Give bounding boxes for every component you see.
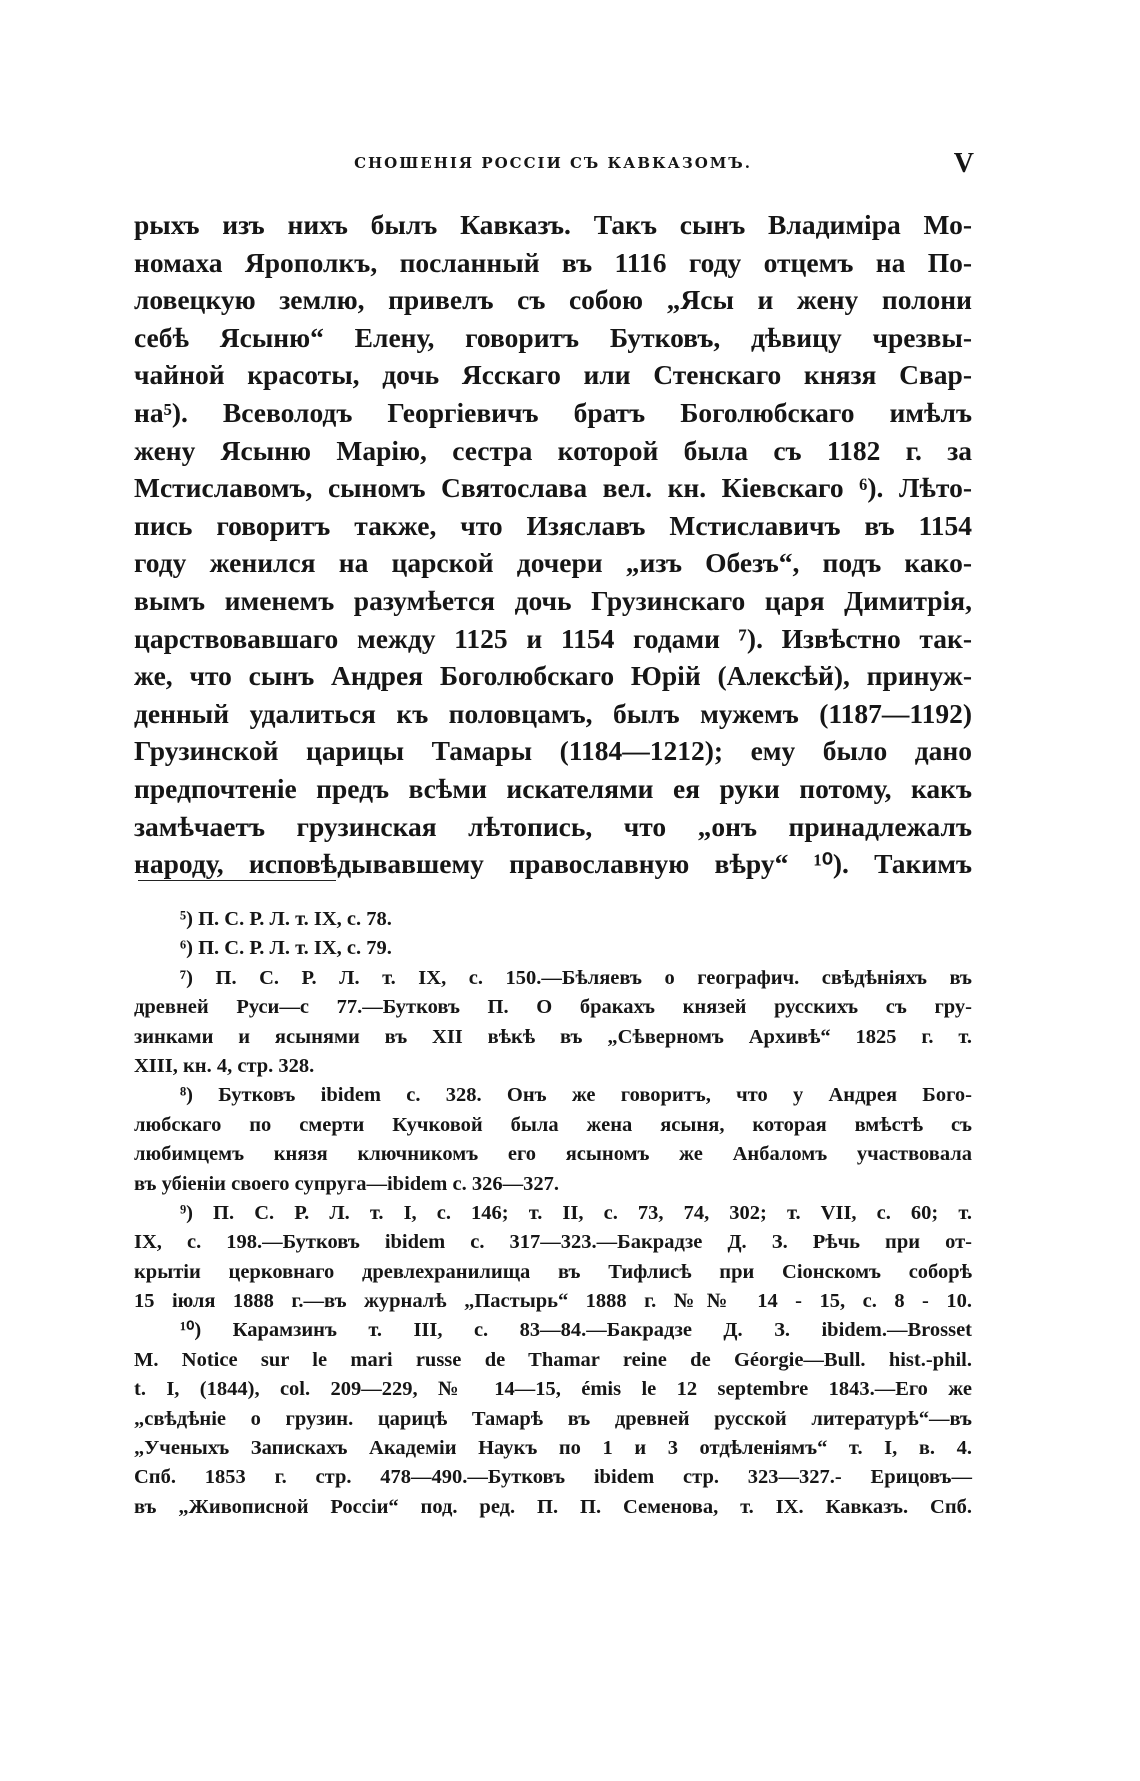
text-line: на⁵). Всеволодъ Георгіевичъ братъ Боголюбскаго имѣлъ — [134, 396, 972, 428]
text-line: Грузинской царицы Тамары (1184—1212); ему было дано — [134, 735, 972, 767]
footnote-line: 15 іюля 1888 г.—въ журналѣ „Пастырь“ 1888 г. №№ 14 - 15, с. 8 - 10. — [134, 1290, 972, 1313]
footnote-line: въ „Живописной Россіи“ под. ред. П. П. Семенова, т. IX. Кавказъ. Спб. — [134, 1495, 972, 1518]
text-line: чайной красоты, дочь Ясскаго или Стенскаго князя Свар- — [134, 359, 972, 391]
footnote-line: любимцемъ князя ключникомъ его ясыномъ же Анбаломъ участвовала — [134, 1143, 972, 1166]
footnote-line: IX, с. 198.—Бутковъ ibidem с. 317—323.—Бакрадзе Д. З. Рѣчь при от- — [134, 1231, 972, 1254]
text-line: Мстиславомъ, сыномъ Святослава вел. кн. Кіевскаго ⁶). Лѣто- — [134, 472, 972, 504]
footnote-line: „Ученыхъ Запискахъ Академіи Наукъ по 1 и 3 отдѣленіямъ“ т. I, в. 4. — [134, 1437, 972, 1460]
text-line: же, что сынъ Андрея Боголюбскаго Юрій (Алексѣй), принуж- — [134, 660, 972, 692]
text-line: жену Ясыню Марію, сестра которой была съ 1182 г. за — [134, 434, 972, 466]
footnote-line: любскаго по смерти Кучковой была жена ясыня, которая вмѣстѣ съ — [134, 1113, 972, 1136]
footnote-line: ⁵) П. С. Р. Л. т. IX, с. 78. — [180, 908, 392, 930]
footnotes — [134, 905, 972, 1522]
footnote-line: t. I, (1844), col. 209—229, № 14—15, émis le 12 septembre 1843.—Его же — [134, 1378, 972, 1401]
text-line: рыхъ изъ нихъ былъ Кавказъ. Такъ сынъ Владиміра Мо- — [134, 209, 972, 240]
text-line: царствовавшаго между 1125 и 1154 годами ⁷). Извѣстно так- — [134, 622, 972, 654]
text-line: замѣчаетъ грузинская лѣтопись, что „онъ принадлежалъ — [134, 810, 972, 842]
footnote-line: въ убіеніи своего супруга—ibidem с. 326—327. — [134, 1172, 559, 1195]
text-line: ловецкую землю, привелъ съ собою „Ясы и жену полони — [134, 284, 972, 316]
text-line: народу, исповѣдывавшему православную вѣру“ ¹⁰). Такимъ — [134, 848, 972, 880]
text-line: году женился на царской дочери „изъ Обезъ“, подъ како- — [134, 547, 972, 579]
footnote-line: древней Руси—с 77.—Бутковъ П. О бракахъ князей русскихъ съ гру- — [134, 996, 972, 1019]
main-text — [134, 206, 972, 883]
text-line: пись говоритъ также, что Изяславъ Мстиславичъ въ 1154 — [134, 509, 972, 541]
text-line: номаха Ярополкъ, посланный въ 1116 году отцемъ на По- — [134, 246, 972, 278]
text-line: предпочтеніе предъ всѣми искателями ея руки потому, какъ — [134, 772, 972, 804]
text-line: себѣ Ясыню“ Елену, говоритъ Бутковъ, дѣвицу чрезвы- — [134, 321, 972, 353]
text-line: денный удалиться къ половцамъ, былъ мужемъ (1187—1192) — [134, 697, 972, 729]
footnote-line: крытіи церковнаго древлехранилища въ Тифлисѣ при Сіонскомъ соборѣ — [134, 1260, 972, 1283]
text-line: вымъ именемъ разумѣется дочь Грузинскаго царя Димитрія, — [134, 584, 972, 616]
footnote-line: ⁸) Бутковъ ibidem с. 328. Онъ же говоритъ, что у Андрея Бого- — [180, 1084, 972, 1107]
footnote-line: ⁹) П. С. Р. Л. т. I, с. 146; т. II, с. 73, 74, 302; т. VII, с. 60; т. — [180, 1201, 972, 1224]
page-header — [130, 150, 976, 184]
footnote-line: Спб. 1853 г. стр. 478—490.—Бутковъ ibidem стр. 323—327.- Ерицовъ— — [134, 1466, 972, 1489]
footnote-line: „свѣдѣніе о грузин. царицѣ Тамарѣ въ древней русской литературѣ“—въ — [134, 1407, 972, 1430]
footnote-line: ¹⁰) Карамзинъ т. III, с. 83—84.—Бакрадзе Д. З. ibidem.—Brosset — [180, 1319, 972, 1342]
footnote-line: ⁷) П. С. Р. Л. т. IX, с. 150.—Бѣляевъ о географич. свѣдѣніяхъ въ — [180, 966, 972, 989]
footnote-separator — [138, 880, 336, 881]
footnote-line: M. Notice sur le mari russe de Thamar reine de Géorgie—Bull. hist.-phil. — [134, 1348, 972, 1371]
running-head: СНОШЕНІЯ РОССІИ СЪ КАВКАЗОМЪ. — [354, 154, 752, 172]
footnote-line: зинками и ясынями въ XII вѣкѣ въ „Сѣверномъ Архивѣ“ 1825 г. т. — [134, 1025, 972, 1048]
footnote-line: ⁶) П. С. Р. Л. т. IX, с. 79. — [180, 937, 392, 960]
page-number: V — [953, 148, 974, 179]
footnote-line: XIII, кн. 4, стр. 328. — [134, 1054, 315, 1077]
